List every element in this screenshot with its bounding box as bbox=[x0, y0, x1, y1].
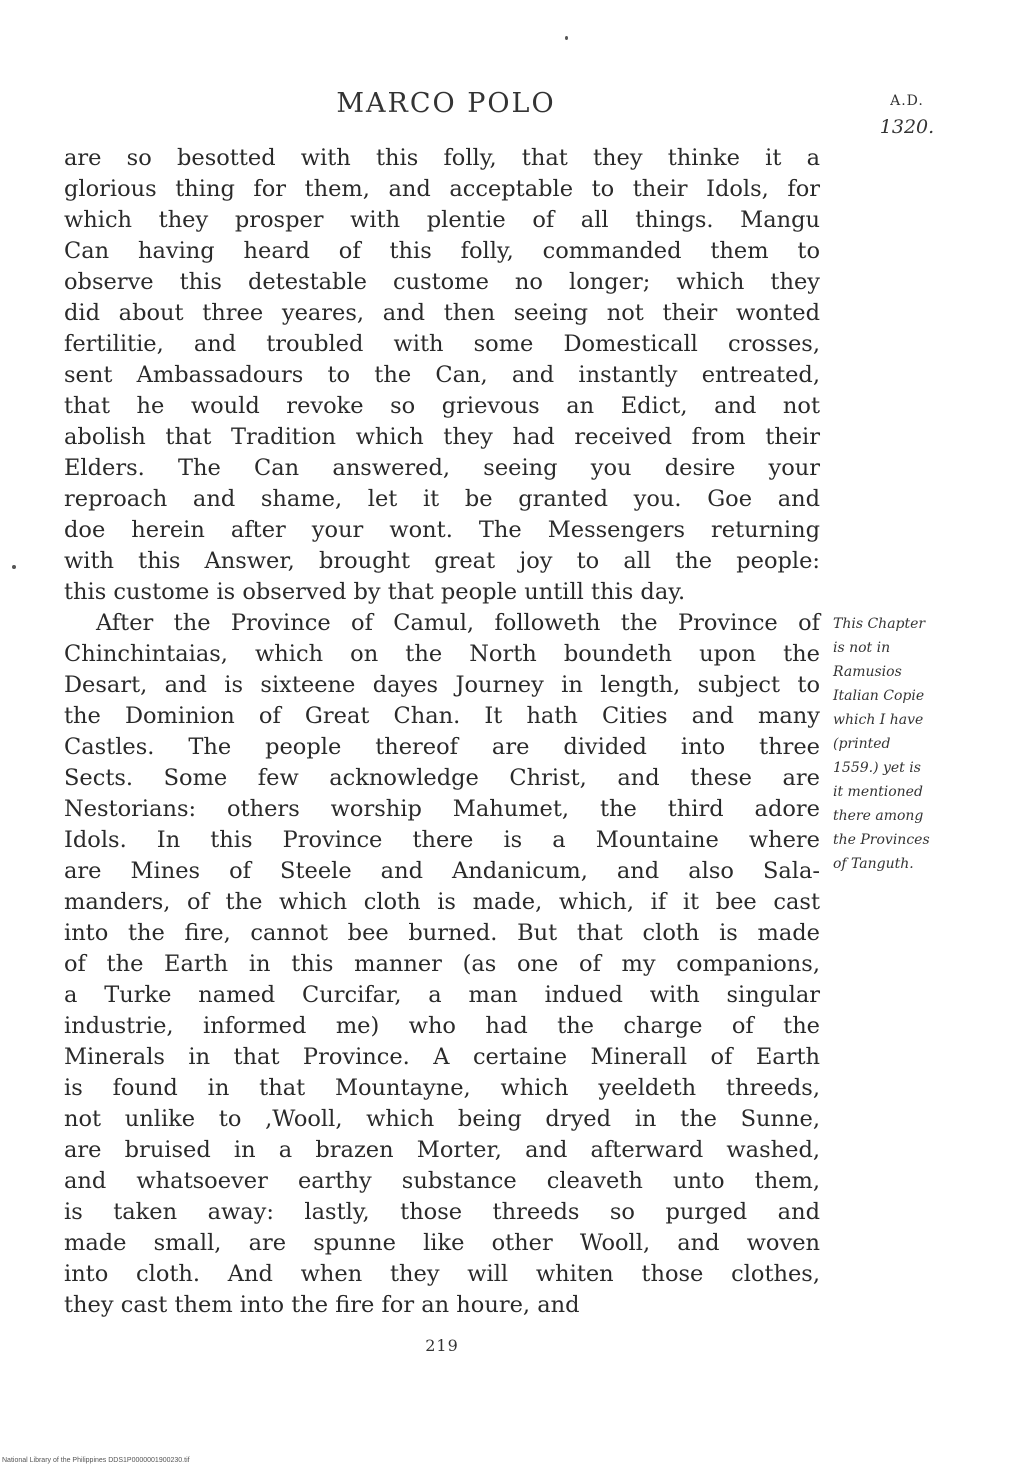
text-line: which they prosper with plentie of all things. Mangu bbox=[64, 207, 820, 233]
year-label: 1320. bbox=[879, 116, 935, 138]
year-note bbox=[872, 88, 942, 140]
text-line: manders, of the which cloth is made, which, if it bee cast bbox=[64, 889, 820, 915]
margin-note-line: of Tanguth. bbox=[833, 856, 914, 872]
text-line: Sects. Some few acknowledge Christ, and these are bbox=[64, 765, 820, 791]
margin-note-line: (printed bbox=[833, 736, 891, 752]
text-line: into cloth. And when they will whiten those clothes, bbox=[64, 1261, 820, 1287]
text-line: Elders. The Can answered, seeing you desire your bbox=[64, 455, 820, 481]
text-line: not unlike to ,Wooll, which being dryed in the Sunne, bbox=[64, 1106, 820, 1132]
era-label: A.D. bbox=[890, 93, 924, 109]
page-number: 219 bbox=[425, 1336, 459, 1355]
text-line: reproach and shame, let it be granted you. Goe and bbox=[64, 486, 820, 512]
margin-note-line: Italian Copie bbox=[833, 688, 925, 704]
text-line: Can having heard of this folly, commanded them to bbox=[64, 238, 820, 264]
margin-note-line: there among bbox=[833, 808, 924, 824]
text-line: abolish that Tradition which they had received from their bbox=[64, 424, 820, 450]
speck-mark bbox=[565, 36, 568, 40]
margin-note-line: which I have bbox=[833, 712, 924, 728]
margin-note-line: This Chapter bbox=[833, 616, 926, 632]
text-line: Castles. The people thereof are divided into three bbox=[64, 734, 820, 760]
text-line: Chinchintaias, which on the North boundeth upon the bbox=[64, 641, 820, 667]
text-line: they cast them into the fire for an houre, and bbox=[64, 1292, 580, 1318]
text-line: this custome is observed by that people untill this day. bbox=[64, 579, 686, 605]
margin-note-line: is not in bbox=[833, 640, 891, 656]
text-line: fertilitie, and troubled with some Domesticall crosses, bbox=[64, 331, 820, 357]
margin-note-line: it mentioned bbox=[833, 784, 923, 800]
text-line: is found in that Mountayne, which yeeldeth threeds, bbox=[64, 1075, 820, 1101]
margin-note bbox=[833, 612, 973, 876]
text-line: into the fire, cannot bee burned. But that cloth is made bbox=[64, 920, 820, 946]
text-line: glorious thing for them, and acceptable to their Idols, for bbox=[64, 176, 820, 202]
text-line: a Turke named Curcifar, a man indued with singular bbox=[64, 982, 820, 1008]
margin-note-line: the Provinces bbox=[833, 832, 930, 848]
text-line: sent Ambassadours to the Can, and instantly entreated, bbox=[64, 362, 820, 388]
text-line: industrie, informed me) who had the charge of the bbox=[64, 1013, 820, 1039]
margin-note-line: 1559.) yet is bbox=[833, 760, 921, 776]
margin-note-line: Ramusios bbox=[833, 664, 902, 680]
body-text bbox=[64, 143, 820, 1321]
text-line: doe herein after your wont. The Messengers returning bbox=[64, 517, 820, 543]
text-line: Minerals in that Province. A certaine Minerall of Earth bbox=[64, 1044, 820, 1070]
text-line: that he would revoke so grievous an Edict, and not bbox=[64, 393, 820, 419]
text-line: are Mines of Steele and Andanicum, and also Sala- bbox=[64, 858, 820, 884]
running-head: MARCO POLO bbox=[336, 88, 556, 119]
text-line: After the Province of Camul, followeth the Province of bbox=[96, 610, 820, 636]
text-line: are so besotted with this folly, that they thinke it a bbox=[64, 145, 820, 171]
text-line: of the Earth in this manner (as one of my companions, bbox=[64, 951, 820, 977]
text-line: observe this detestable custome no longer; which they bbox=[64, 269, 820, 295]
text-line: made small, are spunne like other Wooll, and woven bbox=[64, 1230, 820, 1256]
footer-credit: National Library of the Philippines DDS1P0000001900230.tif bbox=[2, 1457, 190, 1464]
text-line: are bruised in a brazen Morter, and afterward washed, bbox=[64, 1137, 820, 1163]
text-line: Idols. In this Province there is a Mountaine where bbox=[64, 827, 820, 853]
text-line: is taken away: lastly, those threeds so purged and bbox=[64, 1199, 820, 1225]
speck-mark bbox=[12, 565, 16, 569]
text-line: did about three yeares, and then seeing not their wonted bbox=[64, 300, 820, 326]
text-line: with this Answer, brought great joy to all the people: bbox=[64, 548, 820, 574]
text-line: Desart, and is sixteene dayes Journey in length, subject to bbox=[64, 672, 820, 698]
text-line: and whatsoever earthy substance cleaveth unto them, bbox=[64, 1168, 820, 1194]
text-line: the Dominion of Great Chan. It hath Cities and many bbox=[64, 703, 820, 729]
text-line: Nestorians: others worship Mahumet, the third adore bbox=[64, 796, 820, 822]
